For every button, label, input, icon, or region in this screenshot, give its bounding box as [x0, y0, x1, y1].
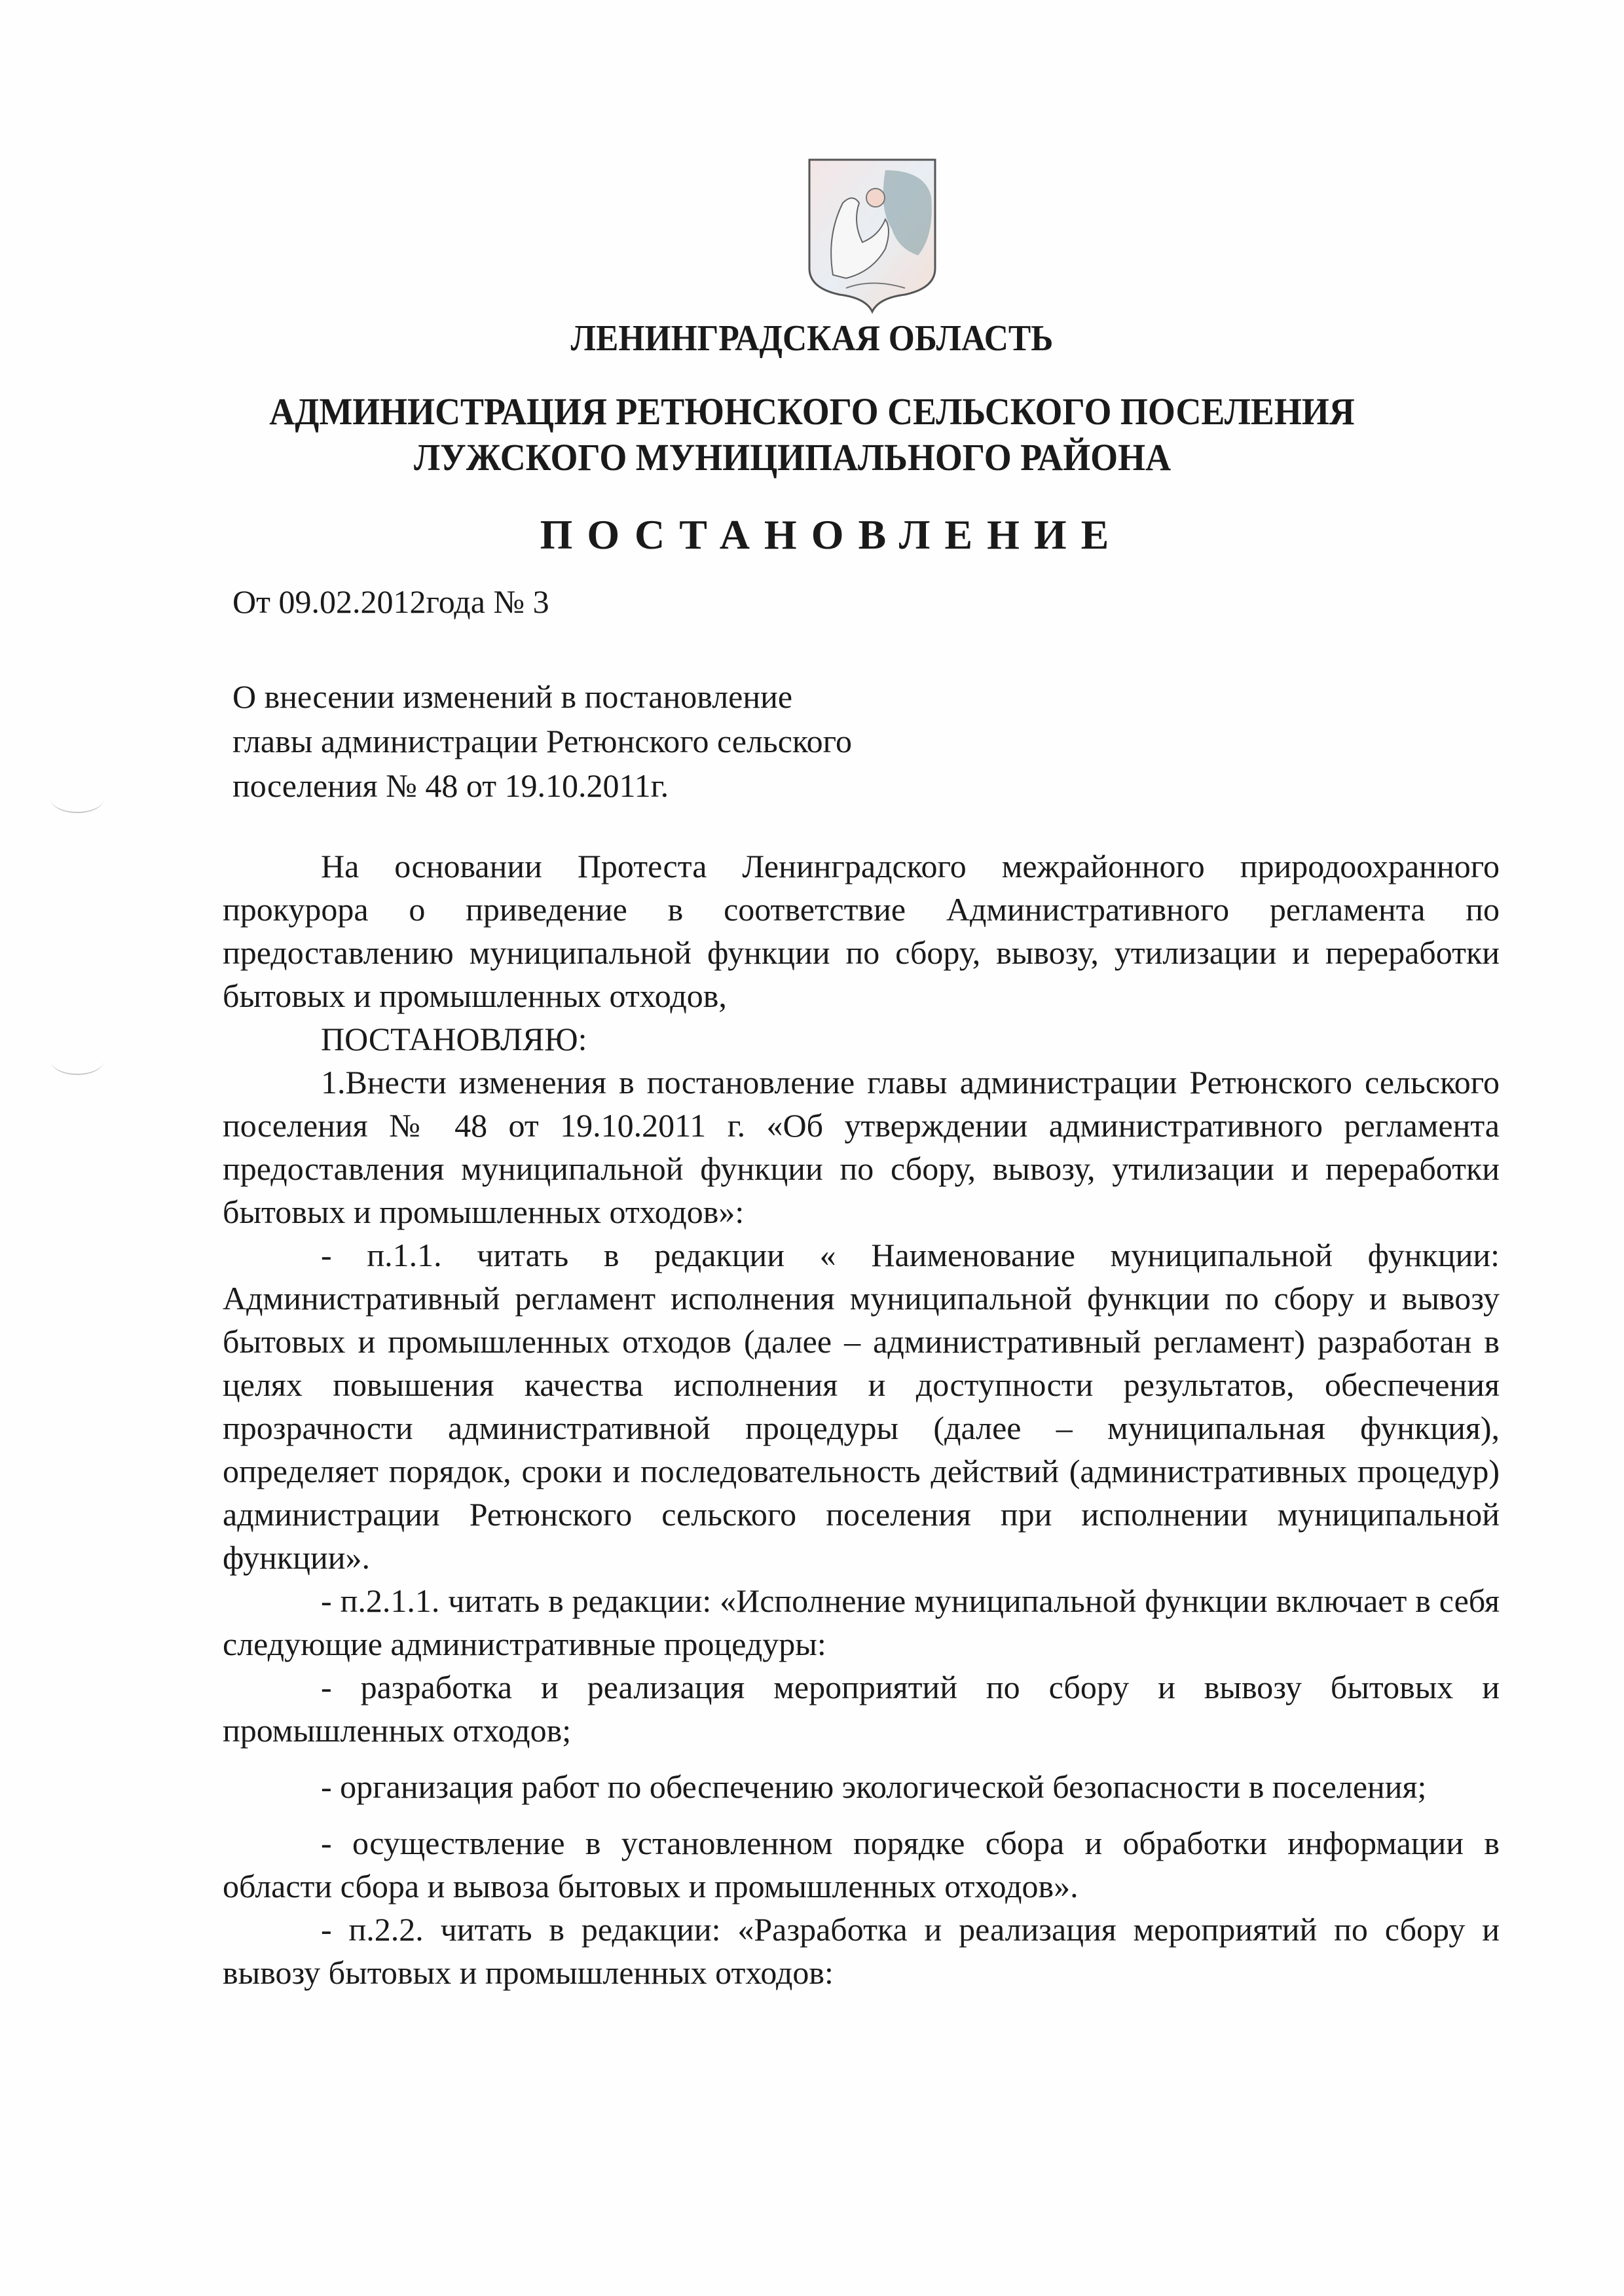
resolve-heading: ПОСТАНОВЛЯЮ: [321, 1021, 587, 1057]
list-item: - разработка и реализация мероприятий по сбору и вывозу бытовых и промышленных отходов; [223, 1669, 1500, 1749]
subject-line: О внесении изменений в постановление [232, 678, 793, 715]
preamble-paragraph: На основании Протеста Ленинградского межрайонного природоохранного прокурора о приведение в соответствие Административного регламента по предоставлению муниципальной функции по сбору, вывозу, утилизации и переработки бытовых и промышленных отходов, [223, 848, 1500, 1014]
subject-line: поселения № 48 от 19.10.2011г. [232, 767, 669, 804]
region-heading: ЛЕНИНГРАДСКАЯ ОБЛАСТЬ [570, 318, 1054, 359]
administration-heading-line2: ЛУЖСКОГО МУНИЦИПАЛЬНОГО РАЙОНА [413, 436, 1172, 479]
list-item: - организация работ по обеспечению экологической безопасности в поселения; [321, 1768, 1427, 1805]
list-item: - осуществление в установленном порядке сбора и обработки информации в области сбора и вывоза бытовых и промышленных отходов». [223, 1825, 1500, 1904]
coat-of-arms-icon [807, 157, 938, 314]
punch-hole-mark [51, 786, 103, 813]
clause-paragraph: - п.1.1. читать в редакции « Наименование муниципальной функции: Административный регламент исполнения муниципальной функции по сбору и вывозу бытовых и промышленных отходов (далее – административный регламент) разработан в целях повышения качества исполнения и доступности результатов, обеспечения прозрачности административной процедуры (далее – муниципальная функция), определяет порядок, сроки и последовательность действий (административных процедур) администрации Ретюнского сельского поселения при исполнении муниципальной функции». [223, 1237, 1500, 1576]
clause-paragraph: - п.2.2. читать в редакции: «Разработка и реализация мероприятий по сбору и вывозу бытовых и промышленных отходов: [223, 1911, 1500, 1991]
punch-hole-mark [51, 1048, 103, 1075]
clause-paragraph: - п.2.1.1. читать в редакции: «Исполнение муниципальной функции включает в себя следующие административные процедуры: [223, 1582, 1500, 1662]
document-body [223, 845, 1500, 1994]
subject-line: главы администрации Ретюнского сельского [232, 723, 852, 759]
date-and-number: От 09.02.2012года № 3 [232, 583, 549, 620]
clause-paragraph: 1.Внести изменения в постановление главы администрации Ретюнского сельского поселения № 48 от 19.10.2011 г. «Об утверждении административного регламента предоставления муниципальной функции по сбору, вывозу, утилизации и переработки бытовых и промышленных отходов»: [223, 1064, 1500, 1230]
document-type-title: ПОСТАНОВЛЕНИЕ [540, 511, 1124, 558]
administration-heading-line1: АДМИНИСТРАЦИЯ РЕТЮНСКОГО СЕЛЬСКОГО ПОСЕЛЕНИЯ [269, 390, 1355, 433]
document-subject [232, 674, 852, 808]
